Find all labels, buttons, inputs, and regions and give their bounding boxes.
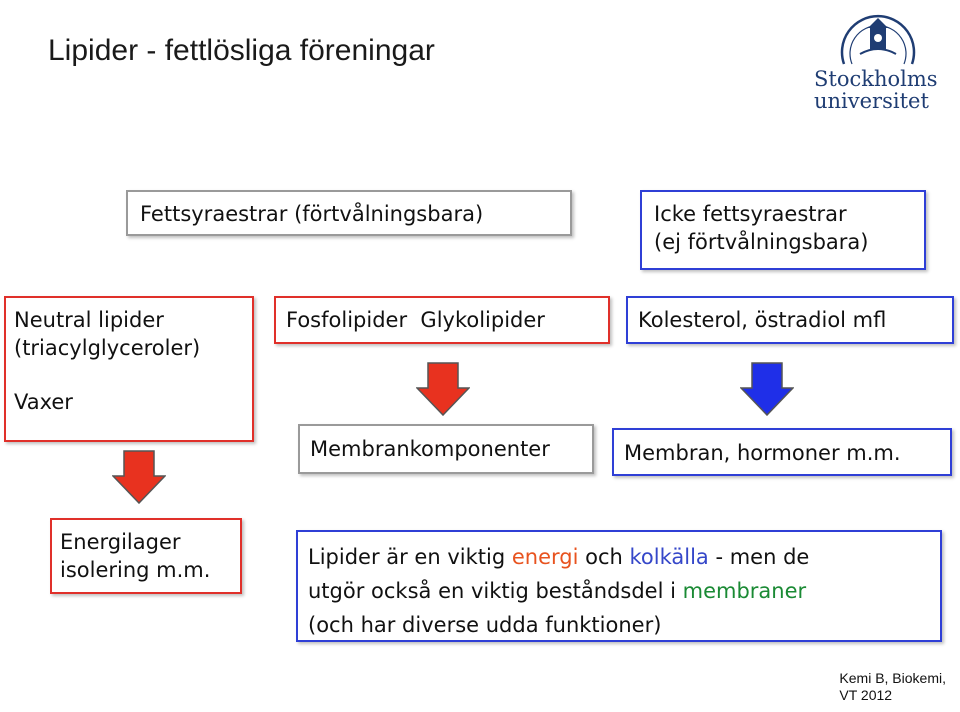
- summary-line3: (och har diverse udda funktioner): [308, 613, 662, 637]
- energilager-line2: isolering m.m.: [60, 558, 211, 582]
- footer: [839, 670, 946, 704]
- vaxer-text: Vaxer: [14, 390, 73, 414]
- membran-hormoner-box: [612, 428, 952, 476]
- energilager-line1: Energilager: [60, 530, 181, 554]
- page-title: Lipider - fettlösliga föreningar: [48, 34, 435, 67]
- summary-text: och: [578, 545, 630, 569]
- logo-name-line2: universitet: [814, 89, 929, 113]
- energilager-box: [50, 518, 242, 594]
- footer-line1: Kemi B, Biokemi,: [839, 670, 946, 686]
- neutral-line2: (triacylglyceroler): [14, 336, 201, 360]
- header-left-box: [126, 190, 572, 236]
- header-left-text: Fettsyraestrar (förtvålningsbara): [140, 202, 484, 226]
- membrankomponenter-text: Membrankomponenter: [310, 437, 550, 461]
- kolesterol-text: Kolesterol, östradiol mfl: [638, 308, 887, 332]
- summary-line2: [308, 574, 930, 608]
- membran-hormoner-text: Membran, hormoner m.m.: [624, 441, 901, 465]
- down-arrow-icon: [740, 362, 794, 416]
- neutral-lipider-box: [4, 296, 254, 442]
- footer-line2: VT 2012: [839, 687, 893, 703]
- summary-text: Lipider är en viktig: [308, 545, 512, 569]
- university-seal-icon: [838, 6, 918, 68]
- keyword-membraner: membraner: [682, 579, 807, 603]
- keyword-energi: energi: [511, 545, 579, 569]
- neutral-line1: Neutral lipider: [14, 308, 164, 332]
- membrankomponenter-box: [298, 424, 594, 474]
- fosfolipider-text: Fosfolipider Glykolipider: [286, 308, 545, 332]
- summary-text: - men de: [708, 545, 810, 569]
- header-right-line1: Icke fettsyraestrar: [654, 202, 847, 226]
- fosfolipider-box: [274, 296, 610, 344]
- summary-line1: [308, 540, 930, 574]
- summary-text: utgör också en viktig beståndsdel i: [308, 579, 683, 603]
- kolesterol-box: [626, 296, 954, 344]
- summary-box: [296, 530, 942, 642]
- down-arrow-icon: [112, 450, 166, 504]
- header-right-box: [640, 190, 926, 270]
- header-right-line2: (ej förtvålningsbara): [654, 230, 869, 254]
- down-arrow-icon: [416, 362, 470, 416]
- keyword-kolkalla: kolkälla: [629, 545, 709, 569]
- university-logo: [806, 6, 951, 116]
- logo-name-line1: Stockholms: [814, 67, 938, 91]
